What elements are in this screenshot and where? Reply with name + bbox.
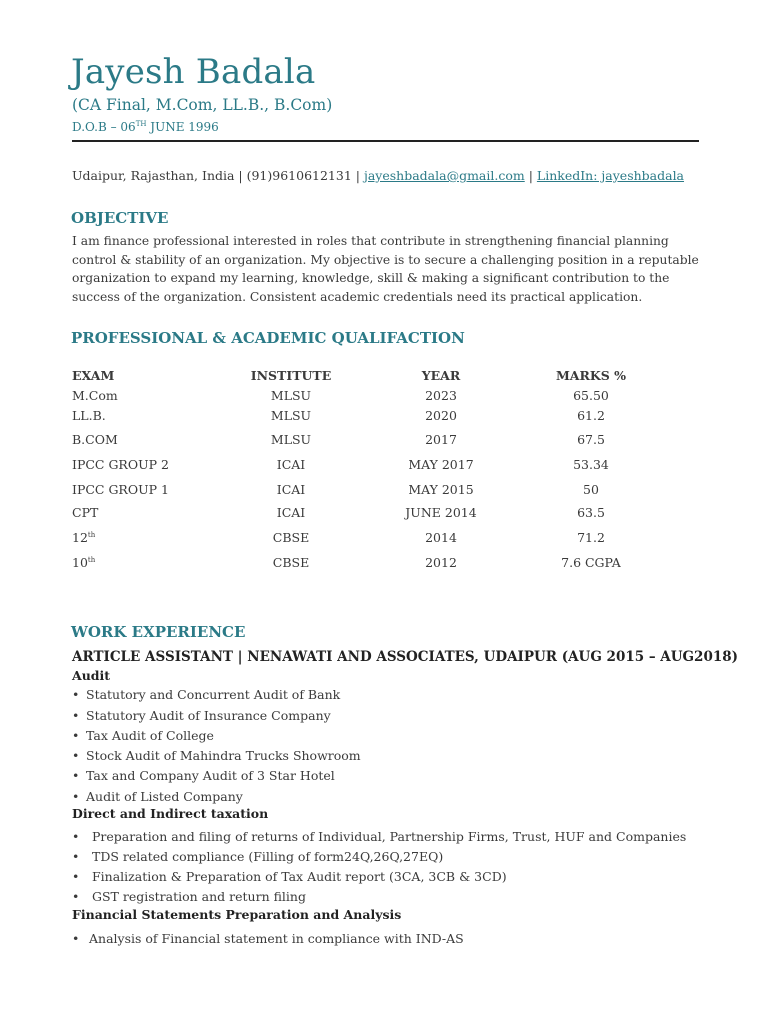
exam-ordinal: th bbox=[87, 531, 96, 539]
cell-institute: CBSE bbox=[272, 555, 310, 570]
exam-name: M.Com bbox=[72, 388, 118, 403]
cell-institute: MLSU bbox=[270, 408, 312, 423]
dob-prefix: D.O.B – 06 bbox=[72, 120, 136, 134]
exam-name: IPCC GROUP 2 bbox=[72, 457, 169, 472]
cell-exam bbox=[72, 408, 106, 423]
bullet-icon: • bbox=[72, 931, 80, 946]
work-group-title: Direct and Indirect taxation bbox=[72, 806, 269, 821]
cell-year: JUNE 2014 bbox=[405, 505, 477, 520]
contact-line bbox=[72, 168, 684, 183]
list-item-text: Preparation and filing of returns of Individual, Partnership Firms, Trust, HUF and Companies bbox=[92, 829, 687, 844]
cell-institute: MLSU bbox=[270, 432, 312, 447]
exam-name: CPT bbox=[72, 505, 99, 520]
list-item-text: Audit of Listed Company bbox=[86, 789, 243, 804]
list-item-text: Tax and Company Audit of 3 Star Hotel bbox=[86, 768, 335, 783]
cell-marks: 63.5 bbox=[577, 505, 605, 520]
bullet-icon: • bbox=[72, 708, 80, 723]
col-header-exam: EXAM bbox=[72, 368, 115, 383]
linkedin-link[interactable]: LinkedIn: jayeshbadala bbox=[536, 168, 685, 183]
contact-location-phone: Udaipur, Rajasthan, India | (91)9610612131 | bbox=[72, 168, 364, 183]
cell-institute: ICAI bbox=[276, 505, 306, 520]
work-group-title: Audit bbox=[72, 668, 111, 683]
cell-institute: ICAI bbox=[276, 482, 306, 497]
candidate-qualifications: (CA Final, M.Com, LL.B., B.Com) bbox=[72, 96, 333, 114]
list-item bbox=[72, 869, 692, 887]
cell-year: 2023 bbox=[425, 388, 457, 403]
objective-heading: OBJECTIVE bbox=[71, 209, 169, 227]
date-of-birth bbox=[72, 120, 219, 134]
cell-year: 2014 bbox=[425, 530, 457, 545]
list-item bbox=[72, 728, 692, 746]
bullet-icon: • bbox=[72, 789, 80, 804]
qualifications-heading: PROFESSIONAL & ACADEMIC QUALIFACTION bbox=[71, 329, 465, 347]
list-item bbox=[72, 931, 692, 949]
bullet-icon: • bbox=[72, 829, 80, 844]
bullet-icon: • bbox=[72, 768, 80, 783]
cell-marks: 50 bbox=[583, 482, 599, 497]
email-link[interactable]: jayeshbadala@gmail.com bbox=[363, 168, 525, 183]
list-item bbox=[72, 849, 692, 867]
cell-marks: 7.6 CGPA bbox=[561, 555, 621, 570]
list-item bbox=[72, 708, 692, 726]
cell-year: 2017 bbox=[425, 432, 457, 447]
exam-name: LL.B. bbox=[72, 408, 106, 423]
objective-text: I am finance professional interested in roles that contribute in strengthening financial planning control & stability of an organization. My objective is to secure a challenging position in a reputable organization to expand my learning, knowledge, skill & making a significant contribution to the success of the organization. Consistent academic credentials need its practical application. bbox=[72, 234, 699, 304]
list-item bbox=[72, 889, 692, 907]
table-row bbox=[72, 555, 692, 573]
job-title: ARTICLE ASSISTANT | NENAWATI AND ASSOCIATES, UDAIPUR (AUG 2015 – AUG2018) bbox=[72, 649, 739, 665]
cell-exam bbox=[72, 432, 118, 447]
list-item bbox=[72, 748, 692, 766]
cell-year: MAY 2017 bbox=[408, 457, 474, 472]
bullet-icon: • bbox=[72, 748, 80, 763]
bullet-icon: • bbox=[72, 849, 80, 864]
cell-marks: 71.2 bbox=[577, 530, 605, 545]
cell-institute: ICAI bbox=[276, 457, 306, 472]
list-item-text: Statutory Audit of Insurance Company bbox=[86, 708, 331, 723]
exam-name: 10 bbox=[72, 555, 88, 570]
cell-marks: 65.50 bbox=[573, 388, 609, 403]
cell-exam bbox=[72, 505, 98, 520]
cell-exam bbox=[72, 555, 95, 570]
list-item-text: Stock Audit of Mahindra Trucks Showroom bbox=[86, 748, 361, 763]
cell-marks: 53.34 bbox=[573, 457, 609, 472]
table-row bbox=[72, 530, 692, 548]
candidate-name: Jayesh Badala bbox=[71, 52, 316, 92]
list-item bbox=[72, 789, 692, 807]
qualifications-header-row bbox=[72, 368, 692, 386]
col-header-institute: INSTITUTE bbox=[250, 368, 332, 383]
bullet-icon: • bbox=[72, 869, 80, 884]
bullet-icon: • bbox=[72, 728, 80, 743]
table-row bbox=[72, 388, 692, 406]
cell-exam bbox=[72, 457, 169, 472]
cell-marks: 67.5 bbox=[577, 432, 605, 447]
cell-year: 2012 bbox=[425, 555, 457, 570]
cell-exam bbox=[72, 530, 95, 545]
cell-institute: CBSE bbox=[272, 530, 310, 545]
list-item-text: Analysis of Financial statement in compliance with IND-AS bbox=[89, 931, 464, 946]
exam-ordinal: th bbox=[87, 556, 96, 564]
list-item-text: Statutory and Concurrent Audit of Bank bbox=[86, 687, 341, 702]
col-header-year: YEAR bbox=[421, 368, 461, 383]
list-item-text: GST registration and return filing bbox=[92, 889, 306, 904]
table-row bbox=[72, 408, 692, 426]
cell-year: MAY 2015 bbox=[408, 482, 474, 497]
work-group-title: Financial Statements Preparation and Analysis bbox=[72, 907, 402, 922]
table-row bbox=[72, 457, 692, 475]
dob-suffix: JUNE 1996 bbox=[146, 120, 219, 134]
exam-name: IPCC GROUP 1 bbox=[72, 482, 169, 497]
exam-name: B.COM bbox=[72, 432, 118, 447]
contact-separator: | bbox=[524, 168, 537, 183]
cell-exam bbox=[72, 482, 169, 497]
dob-ordinal: TH bbox=[135, 120, 147, 128]
cell-exam bbox=[72, 388, 118, 403]
list-item-text: Finalization & Preparation of Tax Audit report (3CA, 3CB & 3CD) bbox=[92, 869, 507, 884]
table-row bbox=[72, 432, 692, 450]
table-row bbox=[72, 505, 692, 523]
list-item bbox=[72, 829, 692, 847]
list-item bbox=[72, 768, 692, 786]
list-item-text: Tax Audit of College bbox=[86, 728, 214, 743]
work-experience-heading: WORK EXPERIENCE bbox=[71, 623, 246, 641]
cell-institute: MLSU bbox=[270, 388, 312, 403]
cell-marks: 61.2 bbox=[577, 408, 605, 423]
list-item bbox=[72, 687, 692, 705]
header-divider bbox=[72, 140, 699, 142]
list-item-text: TDS related compliance (Filling of form24Q,26Q,27EQ) bbox=[92, 849, 444, 864]
col-header-marks: MARKS % bbox=[555, 368, 627, 383]
bullet-icon: • bbox=[72, 889, 80, 904]
exam-name: 12 bbox=[72, 530, 88, 545]
cell-year: 2020 bbox=[425, 408, 457, 423]
bullet-icon: • bbox=[72, 687, 80, 702]
table-row bbox=[72, 482, 692, 500]
